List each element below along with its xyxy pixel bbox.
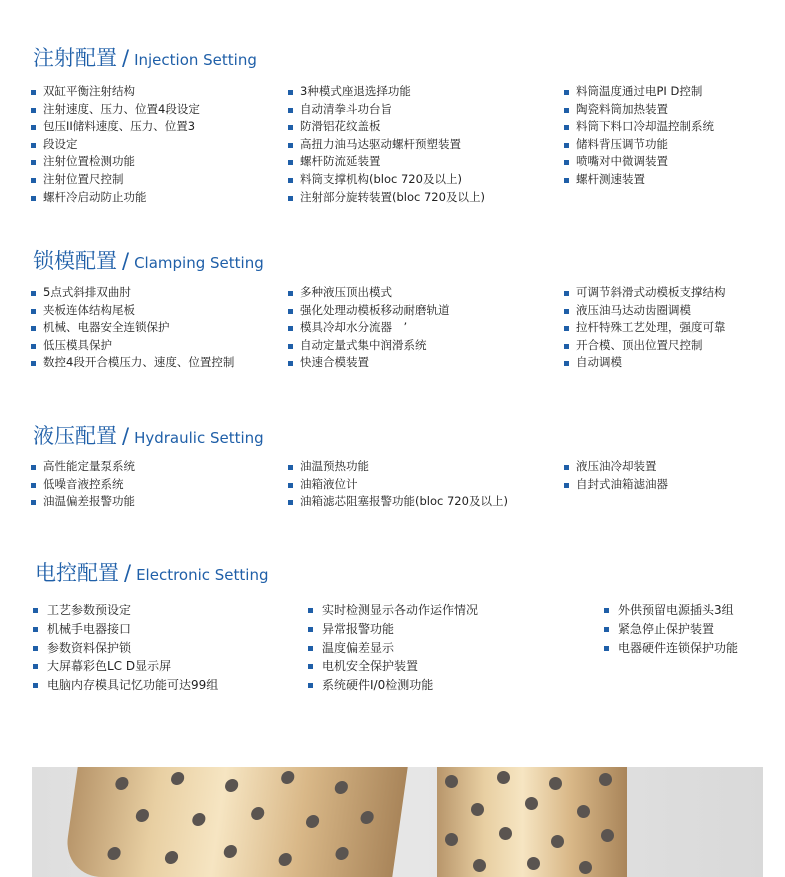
- bullet-icon: [31, 465, 36, 470]
- bullet-icon: [564, 326, 569, 331]
- bullet-icon: [564, 125, 569, 130]
- feature-item: 螺杆防流延装置: [288, 153, 485, 171]
- feature-item: 自动定量式集中润滑系统: [288, 337, 450, 355]
- feature-item: 大屏幕彩色LC D显示屏: [33, 657, 218, 676]
- bullet-icon: [31, 90, 36, 95]
- feature-item: 陶瓷料筒加热装置: [564, 101, 714, 119]
- graphite-plug-icon: [107, 847, 122, 860]
- feature-item: 紧急停止保护装置: [604, 620, 738, 639]
- bullet-icon: [564, 465, 569, 470]
- graphite-plug-icon: [577, 805, 590, 818]
- graphite-plug-icon: [305, 815, 320, 828]
- feature-item: 料筒支撑机构(bloc 720及以上): [288, 171, 485, 189]
- bullet-icon: [308, 683, 313, 688]
- bullet-icon: [31, 361, 36, 366]
- feature-item: 油温偏差报警功能: [31, 493, 135, 511]
- bullet-icon: [31, 500, 36, 505]
- feature-item: 自封式油箱滤油器: [564, 476, 668, 494]
- feature-item: 数控4段开合模压力、速度、位置控制: [31, 354, 234, 372]
- bullet-icon: [564, 90, 569, 95]
- section-title-en: Injection Setting: [134, 51, 257, 69]
- graphite-plug-icon: [445, 833, 458, 846]
- bullet-icon: [288, 143, 293, 148]
- section-title: [33, 420, 264, 450]
- feature-item: 工艺参数预设定: [33, 601, 218, 620]
- bullet-icon: [33, 664, 38, 669]
- bullet-icon: [288, 196, 293, 201]
- feature-column: [564, 83, 714, 189]
- feature-item: 高扭力油马达驱动螺杆预塑装置: [288, 136, 485, 154]
- graphite-plug-icon: [579, 861, 592, 874]
- feature-item: 自动调模: [564, 354, 726, 372]
- graphite-plug-icon: [549, 777, 562, 790]
- section-title-cn: 液压配置: [33, 424, 117, 448]
- bullet-icon: [31, 483, 36, 488]
- bullet-icon: [288, 326, 293, 331]
- bullet-icon: [308, 646, 313, 651]
- bullet-icon: [31, 160, 36, 165]
- feature-column: [564, 284, 726, 372]
- feature-item: 包压II储料速度、压力、位置3: [31, 118, 200, 136]
- bushing-left-image: [62, 767, 407, 877]
- feature-item: 油箱液位计: [288, 476, 508, 494]
- feature-item: 料筒温度通过电PI D控制: [564, 83, 714, 101]
- feature-column: [288, 458, 508, 511]
- bullet-icon: [564, 361, 569, 366]
- bullet-icon: [33, 608, 38, 613]
- feature-item: 电器硬件连锁保护功能: [604, 639, 738, 658]
- graphite-plug-icon: [223, 845, 238, 858]
- section-title-en: Clamping Setting: [134, 254, 264, 272]
- bullet-icon: [308, 627, 313, 632]
- bullet-icon: [288, 483, 293, 488]
- graphite-plug-icon: [250, 807, 265, 820]
- feature-item: 3种模式座退选择功能: [288, 83, 485, 101]
- feature-item: 螺杆测速装置: [564, 171, 714, 189]
- bullet-icon: [308, 608, 313, 613]
- feature-column: [564, 458, 668, 493]
- bullet-icon: [564, 143, 569, 148]
- feature-item: 机械、电器安全连锁保护: [31, 319, 234, 337]
- feature-column: [288, 83, 485, 206]
- bullet-icon: [33, 683, 38, 688]
- feature-item: 双缸平衡注射结构: [31, 83, 200, 101]
- graphite-plug-icon: [360, 811, 375, 824]
- bullet-icon: [564, 483, 569, 488]
- graphite-plug-icon: [445, 775, 458, 788]
- graphite-plug-icon: [497, 771, 510, 784]
- feature-item: 开合模、顶出位置尺控制: [564, 337, 726, 355]
- feature-item: 注射部分旋转装置(bloc 720及以上): [288, 189, 485, 207]
- feature-column: [33, 601, 218, 695]
- bullet-icon: [31, 344, 36, 349]
- feature-item: 多种液压顶出模式: [288, 284, 450, 302]
- feature-item: 电机安全保护装置: [308, 657, 478, 676]
- feature-item: 注射位置尺控制: [31, 171, 200, 189]
- feature-item: 低压模具保护: [31, 337, 234, 355]
- feature-item: 拉杆特殊工艺处理，强度可靠: [564, 319, 726, 337]
- graphite-plug-icon: [601, 829, 614, 842]
- bullet-icon: [288, 309, 293, 314]
- feature-item: 高性能定量泵系统: [31, 458, 135, 476]
- feature-item: 快速合模装置: [288, 354, 450, 372]
- graphite-plug-icon: [224, 779, 239, 792]
- feature-item: 注射速度、压力、位置4段设定: [31, 101, 200, 119]
- section-title-cn: 电控配置: [35, 561, 119, 585]
- bullet-icon: [308, 664, 313, 669]
- feature-item: 模具冷却水分流器 ’: [288, 319, 450, 337]
- section-title-cn: 注射配置: [33, 46, 117, 70]
- feature-column: [31, 83, 200, 206]
- feature-item: 系统硬件I/0检测功能: [308, 676, 478, 695]
- graphite-plug-icon: [599, 773, 612, 786]
- feature-item: 自动清拳斗功台旨: [288, 101, 485, 119]
- feature-item: 液压油马达动齿圈调模: [564, 302, 726, 320]
- bullet-icon: [31, 108, 36, 113]
- feature-item: 强化处理动模板移动耐磨轨道: [288, 302, 450, 320]
- section-title: [35, 557, 269, 587]
- feature-item: 实时检测显示各动作运作情况: [308, 601, 478, 620]
- feature-column: [288, 284, 450, 372]
- bullet-icon: [288, 125, 293, 130]
- bullet-icon: [604, 608, 609, 613]
- graphite-plug-icon: [278, 853, 293, 866]
- feature-column: [31, 284, 234, 372]
- bullet-icon: [564, 178, 569, 183]
- feature-item: 异常报警功能: [308, 620, 478, 639]
- feature-item: 低噪音液控系统: [31, 476, 135, 494]
- bullet-icon: [31, 143, 36, 148]
- graphite-plug-icon: [335, 847, 350, 860]
- graphite-plug-icon: [525, 797, 538, 810]
- graphite-plug-icon: [334, 781, 349, 794]
- section-title: [33, 42, 257, 72]
- bullet-icon: [604, 627, 609, 632]
- feature-item: 防滑铝花纹盖板: [288, 118, 485, 136]
- graphite-plug-icon: [191, 813, 206, 826]
- graphite-plug-icon: [471, 803, 484, 816]
- feature-item: 电脑内存模具记忆功能可达99组: [33, 676, 218, 695]
- bullet-icon: [564, 309, 569, 314]
- bullet-icon: [288, 465, 293, 470]
- title-slash: /: [124, 561, 132, 585]
- graphite-plug-icon: [170, 772, 185, 785]
- bullet-icon: [564, 108, 569, 113]
- bullet-icon: [288, 344, 293, 349]
- graphite-plug-icon: [499, 827, 512, 840]
- graphite-plug-icon: [135, 809, 150, 822]
- graphite-plug-icon: [164, 851, 179, 864]
- feature-item: 注射位置检测功能: [31, 153, 200, 171]
- bullet-icon: [31, 196, 36, 201]
- section-title-cn: 锁模配置: [33, 249, 117, 273]
- bullet-icon: [31, 291, 36, 296]
- feature-item: 喷嘴对中微调装置: [564, 153, 714, 171]
- feature-item: 油箱滤芯阻塞报警功能(bloc 720及以上): [288, 493, 508, 511]
- feature-item: 油温预热功能: [288, 458, 508, 476]
- bullet-icon: [31, 125, 36, 130]
- graphite-plug-icon: [473, 859, 486, 872]
- graphite-plug-icon: [114, 777, 129, 790]
- product-photo: [32, 767, 763, 877]
- feature-item: 储料背压调节功能: [564, 136, 714, 154]
- bullet-icon: [31, 326, 36, 331]
- bullet-icon: [31, 309, 36, 314]
- bullet-icon: [288, 500, 293, 505]
- bullet-icon: [288, 178, 293, 183]
- bullet-icon: [33, 627, 38, 632]
- bullet-icon: [33, 646, 38, 651]
- bullet-icon: [288, 90, 293, 95]
- feature-item: 参数资料保护锁: [33, 639, 218, 658]
- section-title: [33, 245, 264, 275]
- bullet-icon: [288, 361, 293, 366]
- bullet-icon: [288, 108, 293, 113]
- graphite-plug-icon: [527, 857, 540, 870]
- bullet-icon: [288, 291, 293, 296]
- feature-item: 5点式斜排双曲肘: [31, 284, 234, 302]
- feature-item: 液压油冷却装置: [564, 458, 668, 476]
- graphite-plug-icon: [280, 771, 295, 784]
- feature-item: 外供预留电源插头3组: [604, 601, 738, 620]
- feature-item: 料筒下料口冷却温控制系统: [564, 118, 714, 136]
- feature-item: 夹板连体结构尾板: [31, 302, 234, 320]
- feature-column: [308, 601, 478, 695]
- feature-item: 段设定: [31, 136, 200, 154]
- bullet-icon: [564, 344, 569, 349]
- graphite-plug-icon: [551, 835, 564, 848]
- bullet-icon: [31, 178, 36, 183]
- section-title-en: Electronic Setting: [136, 566, 269, 584]
- title-slash: /: [122, 424, 130, 448]
- bullet-icon: [604, 646, 609, 651]
- bullet-icon: [564, 291, 569, 296]
- feature-column: [31, 458, 135, 511]
- feature-item: 机械手电器接口: [33, 620, 218, 639]
- feature-item: 螺杆冷启动防止功能: [31, 189, 200, 207]
- bullet-icon: [288, 160, 293, 165]
- feature-column: [604, 601, 738, 657]
- feature-item: 可调节斜滑式动模板支撑结构: [564, 284, 726, 302]
- title-slash: /: [122, 46, 130, 70]
- feature-item: 温度偏差显示: [308, 639, 478, 658]
- section-title-en: Hydraulic Setting: [134, 429, 264, 447]
- bushing-right-image: [437, 767, 627, 877]
- title-slash: /: [122, 249, 130, 273]
- bullet-icon: [564, 160, 569, 165]
